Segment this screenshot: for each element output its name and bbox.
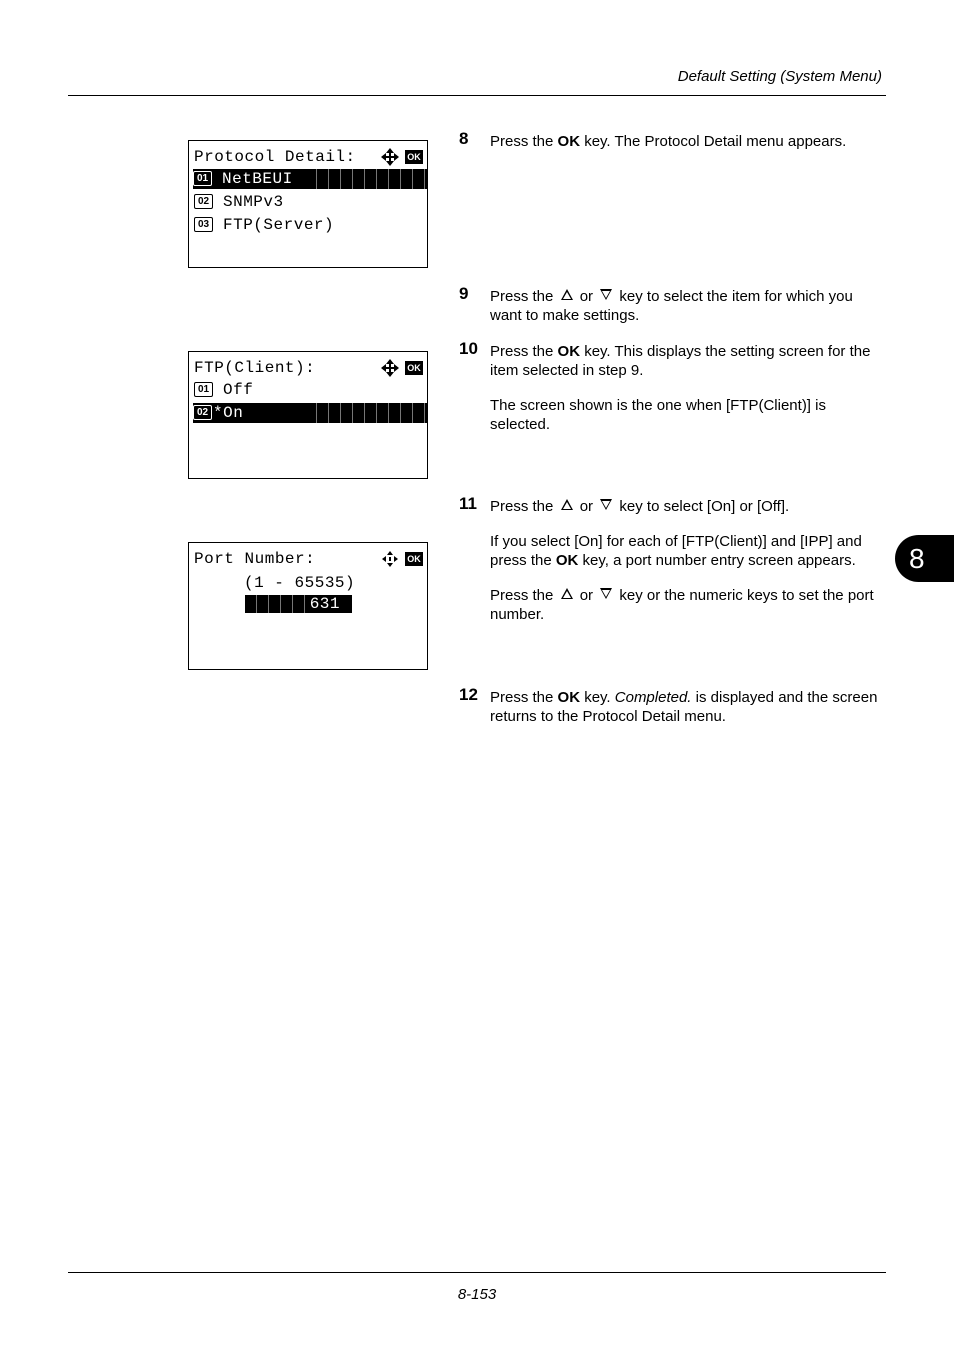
text: or	[575, 288, 598, 305]
item-number-badge: 01	[193, 171, 212, 186]
step-number: 11	[459, 494, 477, 513]
lcd-item-label: Off	[223, 381, 254, 399]
step-text	[490, 132, 887, 151]
text: is displayed and the screen returns to the Protocol Detail menu.	[490, 689, 878, 725]
port-range: (1 - 65535)	[244, 574, 356, 592]
item-number-badge: 03	[194, 217, 213, 232]
lcd-ftp-client	[188, 351, 428, 479]
text: Press the	[490, 587, 558, 604]
item-number-badge: 02	[193, 405, 212, 420]
text: Press the	[490, 343, 558, 360]
step-11	[459, 494, 887, 640]
port-number-input	[245, 595, 352, 613]
text: or	[575, 498, 598, 515]
lcd-item-selected	[193, 403, 427, 423]
port-value-text: 631	[309, 595, 340, 613]
up-arrow-key-icon	[561, 499, 573, 510]
lcd-item-selected	[193, 169, 427, 189]
step-8	[459, 129, 887, 167]
completed-message: Completed.	[614, 689, 692, 706]
text: key or the numeric keys to set the port number.	[490, 587, 874, 623]
step-9	[459, 284, 887, 341]
step-note	[490, 532, 887, 570]
ok-key-icon: OK	[405, 361, 423, 375]
text: key to select [On] or [Off].	[615, 498, 790, 515]
step-note: The screen shown is the one when [FTP(Client)] is selected.	[490, 397, 826, 433]
down-arrow-key-icon	[600, 499, 612, 510]
lcd-item-label: FTP(Server)	[223, 216, 335, 234]
text: key.	[580, 689, 615, 706]
lcd-title: Port Number:	[194, 550, 316, 568]
step-text	[490, 342, 887, 380]
navigation-arrows-icon	[380, 549, 400, 569]
navigation-arrows-icon	[380, 358, 400, 378]
step-number: 12	[459, 685, 478, 704]
step-number: 8	[459, 129, 469, 148]
footer-rule	[68, 1272, 886, 1273]
ok-key-icon: OK	[405, 150, 423, 164]
lcd-item-label: SNMPv3	[223, 193, 284, 211]
text: key. The Protocol Detail menu appears.	[580, 133, 847, 150]
header-rule	[68, 95, 886, 96]
step-10	[459, 339, 887, 450]
text: key, a port number entry screen appears.	[578, 552, 856, 569]
ok-key-label: OK	[555, 552, 579, 569]
text: Press the	[490, 133, 558, 150]
header-title: Default Setting (System Menu)	[677, 68, 882, 85]
up-arrow-key-icon	[561, 289, 573, 300]
lcd-item-label: *On	[213, 404, 244, 422]
chapter-tab: 8	[895, 535, 954, 582]
down-arrow-key-icon	[600, 588, 612, 599]
lcd-port-number	[188, 542, 428, 670]
lcd-item-label: NetBEUI	[222, 170, 293, 188]
ok-key-label: OK	[557, 133, 581, 150]
step-text	[490, 497, 887, 516]
ok-key-label: OK	[557, 689, 581, 706]
lcd-item	[194, 380, 427, 400]
step-note	[490, 586, 887, 624]
item-number-badge: 02	[194, 194, 213, 209]
text: key to select the item for which you want to make settings.	[490, 288, 853, 324]
page-number: 8-153	[457, 1286, 497, 1303]
step-text	[490, 287, 887, 325]
text: Press the	[490, 689, 558, 706]
navigation-arrows-icon	[380, 147, 400, 167]
text: or	[575, 587, 598, 604]
step-text	[490, 688, 887, 726]
lcd-item	[194, 192, 427, 212]
text: Press the	[490, 498, 558, 515]
lcd-title: FTP(Client):	[194, 359, 316, 377]
text: If you select [On] for each of [FTP(Client)] and [IPP] and press the	[490, 533, 862, 569]
step-number: 9	[459, 284, 469, 303]
ok-key-icon: OK	[405, 552, 423, 566]
lcd-protocol-detail	[188, 140, 428, 268]
item-number-badge: 01	[194, 382, 213, 397]
up-arrow-key-icon	[561, 588, 573, 599]
lcd-item	[194, 215, 427, 235]
down-arrow-key-icon	[600, 289, 612, 300]
ok-key-label: OK	[557, 343, 581, 360]
text: key. This displays the setting screen for the item selected in step 9.	[490, 343, 871, 379]
lcd-title: Protocol Detail:	[194, 148, 356, 166]
step-12	[459, 685, 887, 742]
text: Press the	[490, 288, 558, 305]
step-number: 10	[459, 339, 478, 358]
